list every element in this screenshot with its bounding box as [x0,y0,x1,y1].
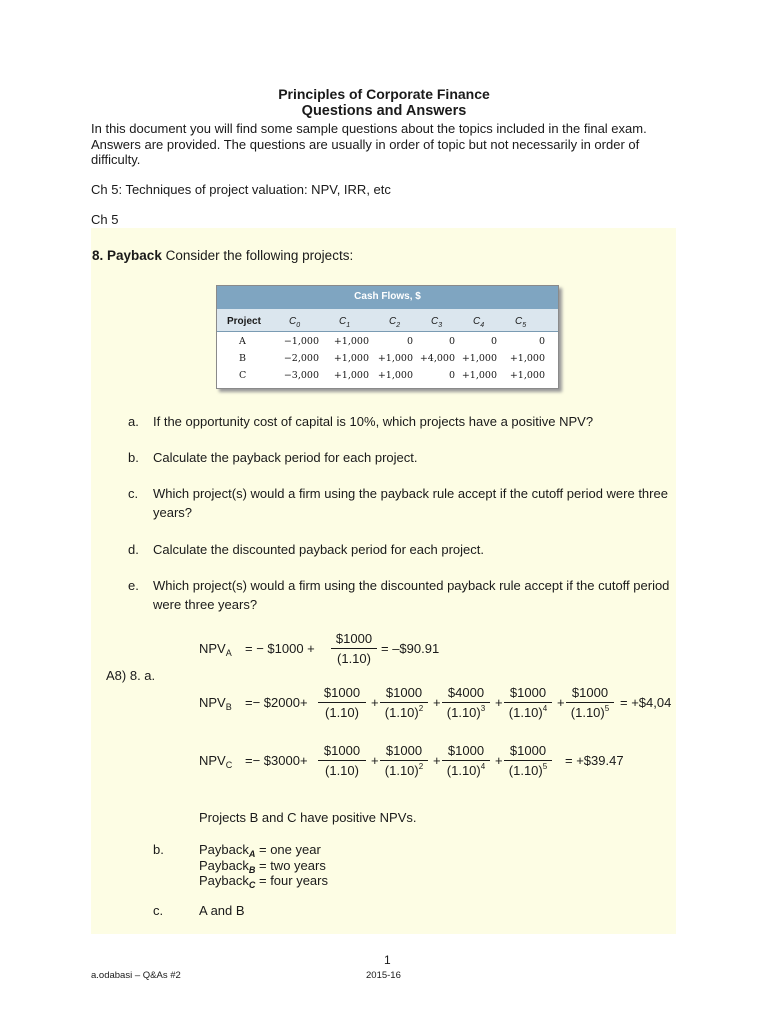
answer-label: A8) 8. a. [106,668,156,683]
table-caption-bar [217,286,558,309]
plus-sign: + [371,753,379,768]
question-item [128,540,676,580]
npv-c-fraction: $\frac{\$1000}{(1.10)^5}$ [504,743,552,778]
table-column-header: $C_2$ [389,316,401,329]
question-heading [92,248,353,263]
npv-b-c0: =− $2000+ [245,695,308,710]
npv-a-result: = –$90.91 [381,641,440,656]
table-column-header: $C_0$ [289,316,301,329]
table-column-header: $C_1$ [339,316,351,329]
answer-c-text: A and B [199,903,245,918]
plus-sign: + [371,695,379,710]
question-prompt: Consider the following projects: [165,248,354,263]
page-number: 1 [384,953,391,967]
question-topic: Payback [107,248,162,263]
table-cell: +1,000 [509,353,545,364]
npv-a-c0: = − $1000 + [245,641,315,656]
footer-author: a.odabasi – Q&As #2 [91,970,181,981]
footer-year: 2015-16 [366,970,401,981]
item-label: e. [128,578,139,593]
item-label: c. [128,486,139,501]
plus-sign: + [495,695,503,710]
chapter-short: Ch 5 [91,212,119,227]
npv-b-fraction: $\frac{\$1000}{(1.10)^5}$ [566,685,614,720]
table-cell: +1,000 [333,370,369,381]
chapter-line: Ch 5: Techniques of project valuation: NPV, IRR, etc [91,182,391,197]
npv-c-fraction: $\frac{\$1000}{(1.10)^2}$ [380,743,428,778]
npv-conclusion: Projects B and C have positive NPVs. [199,810,417,825]
table-cell: +4,000 [419,353,455,364]
table-cell: A [239,336,246,347]
npv-c-fraction: $\frac{\$1000}{(1.10)}$ [318,743,366,778]
question-item [128,576,676,616]
question-item [128,412,676,452]
table-cell: C [239,370,247,381]
npv-b-fraction: $\frac{\$1000}{(1.10)^2}$ [380,685,428,720]
npv-b-lhs: $NPV_B$ [199,695,232,712]
page-title: Principles of Corporate Finance [278,86,490,102]
table-cell: 0 [538,336,545,347]
question-item [128,484,676,524]
npv-b-fraction: $\frac{\$1000}{(1.10)^4}$ [504,685,552,720]
question-number: 8. [92,248,104,263]
table-cell: +1,000 [509,370,545,381]
table-column-header: Project [227,316,261,327]
item-text: If the opportunity cost of capital is 10%, which projects have a positive NPV? [153,414,594,429]
page-subtitle: Questions and Answers [301,103,467,119]
cash-flow-table [216,285,559,389]
table-cell: −2,000 [283,353,319,364]
npv-c-c0: =− $3000+ [245,753,308,768]
intro-paragraph: In this document you will find some sample questions about the topics included in the final exam. Answers are provided. The questions are usually in order of topic but not necessarily in order of difficulty. [91,121,647,167]
plus-sign: + [557,695,565,710]
table-header-row [217,309,558,332]
item-text: Which project(s) would a firm using the discounted payback rule accept if the cutoff period were three years? [153,578,670,612]
table-caption: Cash Flows, $ [354,291,421,302]
table-column-header: $C_5$ [515,316,527,329]
table-cell: +1,000 [461,370,497,381]
plus-sign: + [433,695,441,710]
question-item [128,448,676,488]
npv-c-fraction: $\frac{\$1000}{(1.10)^4}$ [442,743,490,778]
npv-b-fraction: $\frac{\$1000}{(1.10)}$ [318,685,366,720]
npv-b-fraction: $\frac{\$4000}{(1.10)^3}$ [442,685,490,720]
npv-c-result: = +$39.47 [565,753,624,768]
table-cell: +1,000 [377,370,413,381]
item-label: a. [128,414,139,429]
answer-b-label: b. [153,842,164,857]
table-cell: −3,000 [283,370,319,381]
table-cell: 0 [406,336,413,347]
item-text: Calculate the discounted payback period for each project. [153,542,484,557]
table-cell: +1,000 [377,353,413,364]
table-cell: 0 [448,370,455,381]
table-cell: 0 [448,336,455,347]
table-cell: +1,000 [461,353,497,364]
payback-line: Payback$_C$ = four years [199,873,328,890]
npv-b-result: = +$4,04 [620,695,672,710]
table-column-header: $C_4$ [473,316,485,329]
item-label: b. [128,450,139,465]
payback-line: Payback$_B$ = two years [199,857,326,875]
item-label: d. [128,542,139,557]
table-cell: −1,000 [283,336,319,347]
npv-c-lhs: $NPV_C$ [199,753,233,770]
item-text: Which project(s) would a firm using the payback rule accept if the cutoff period were three years? [153,486,668,520]
table-cell: B [239,353,246,364]
payback-line: Payback$_A$ = one year [199,842,321,859]
npv-a-lhs: $NPV_A$ [199,641,232,658]
plus-sign: + [433,753,441,768]
plus-sign: + [495,753,503,768]
answer-c-label: c. [153,903,164,918]
npv-a-fraction: $\frac{\$1000}{(1.10)}$ [331,631,377,666]
item-text: Calculate the payback period for each project. [153,450,418,465]
table-cell: +1,000 [333,336,369,347]
table-column-header: $C_3$ [431,316,443,329]
table-cell: 0 [490,336,497,347]
table-cell: +1,000 [333,353,369,364]
